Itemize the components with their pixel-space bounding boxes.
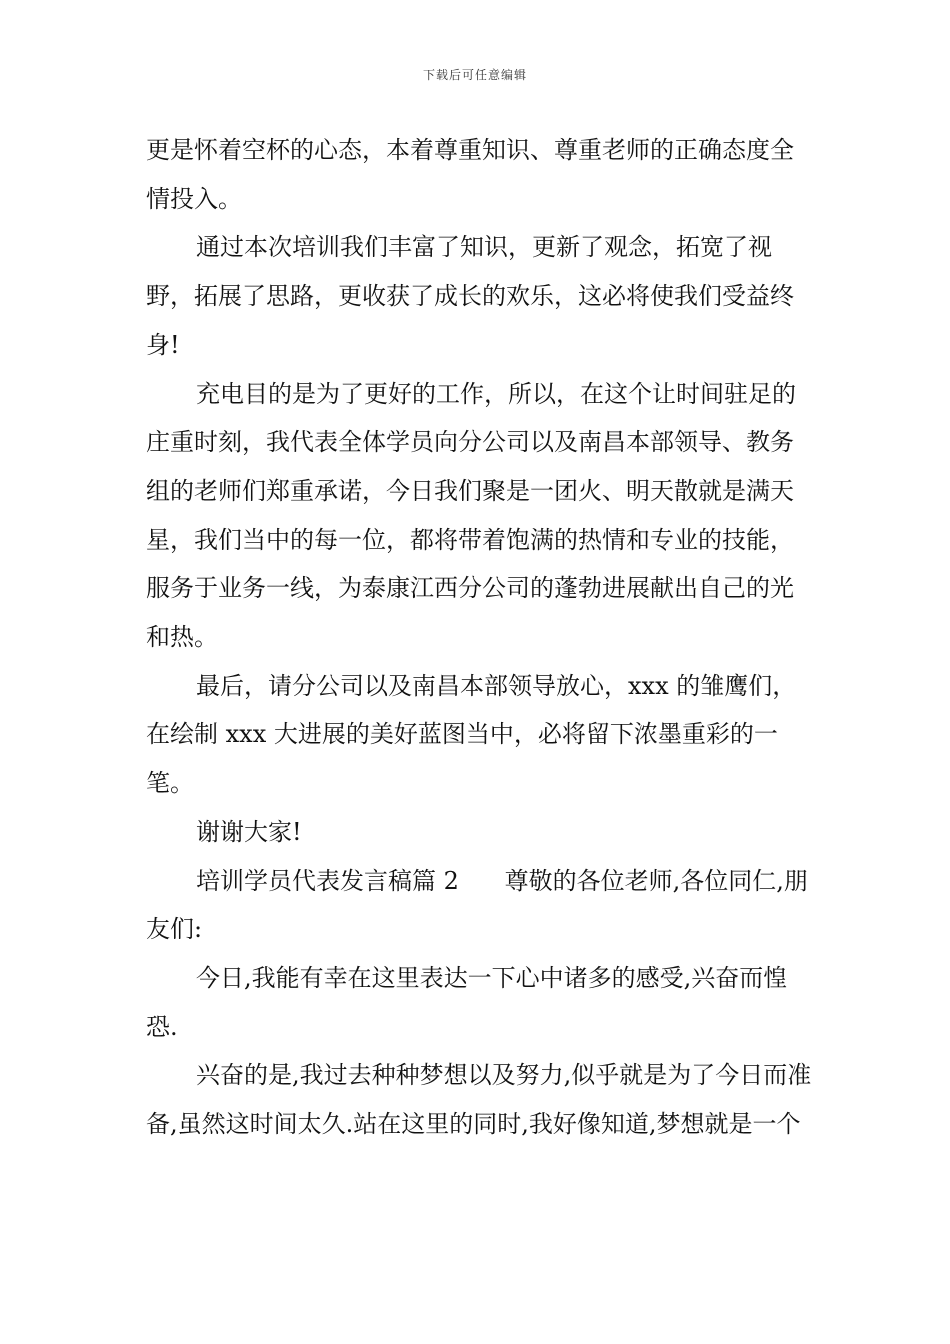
paragraph: 充电目的是为了更好的工作，所以，在这个让时间驻足的庄重时刻，我代表全体学员向分公司以及南昌本部领导、教务组的老师们郑重承诺，今日我们聚是一团火、明天散就是满天星，我们当中的每一位，都将带着饱满的热情和专业的技能，服务于业务一线，为泰康江西分公司的蓬勃进展献出自己的光和热。	[146, 379, 796, 652]
document-body	[146, 126, 816, 1149]
paragraph: 谢谢大家!	[196, 817, 302, 846]
paragraph: 兴奋的是,我过去种种梦想以及努力,似乎就是为了今日而准备,虽然这时间太久.站在这里的同时,我好像知道,梦想就是一个	[146, 1061, 812, 1139]
section-heading-paragraph: 培训学员代表发言稿篇 2 尊敬的各位老师,各位同仁,朋友们:	[146, 866, 808, 944]
paragraph-continuation: 更是怀着空杯的心态，本着尊重知识、尊重老师的正确态度全情投入。	[146, 136, 794, 213]
paragraph: 最后，请分公司以及南昌本部领导放心，xxx 的雏鹰们，在绘制 xxx 大进展的美好蓝图当中，必将留下浓墨重彩的一笔。	[146, 671, 797, 798]
paragraph: 通过本次培训我们丰富了知识，更新了观念，拓宽了视野，拓展了思路，更收获了成长的欢乐，这必将使我们受益终身!	[146, 233, 794, 359]
paragraph: 今日,我能有幸在这里表达一下心中诸多的感受,兴奋而惶恐.	[146, 963, 788, 1041]
page-header: 下载后可任意编辑	[422, 68, 527, 82]
